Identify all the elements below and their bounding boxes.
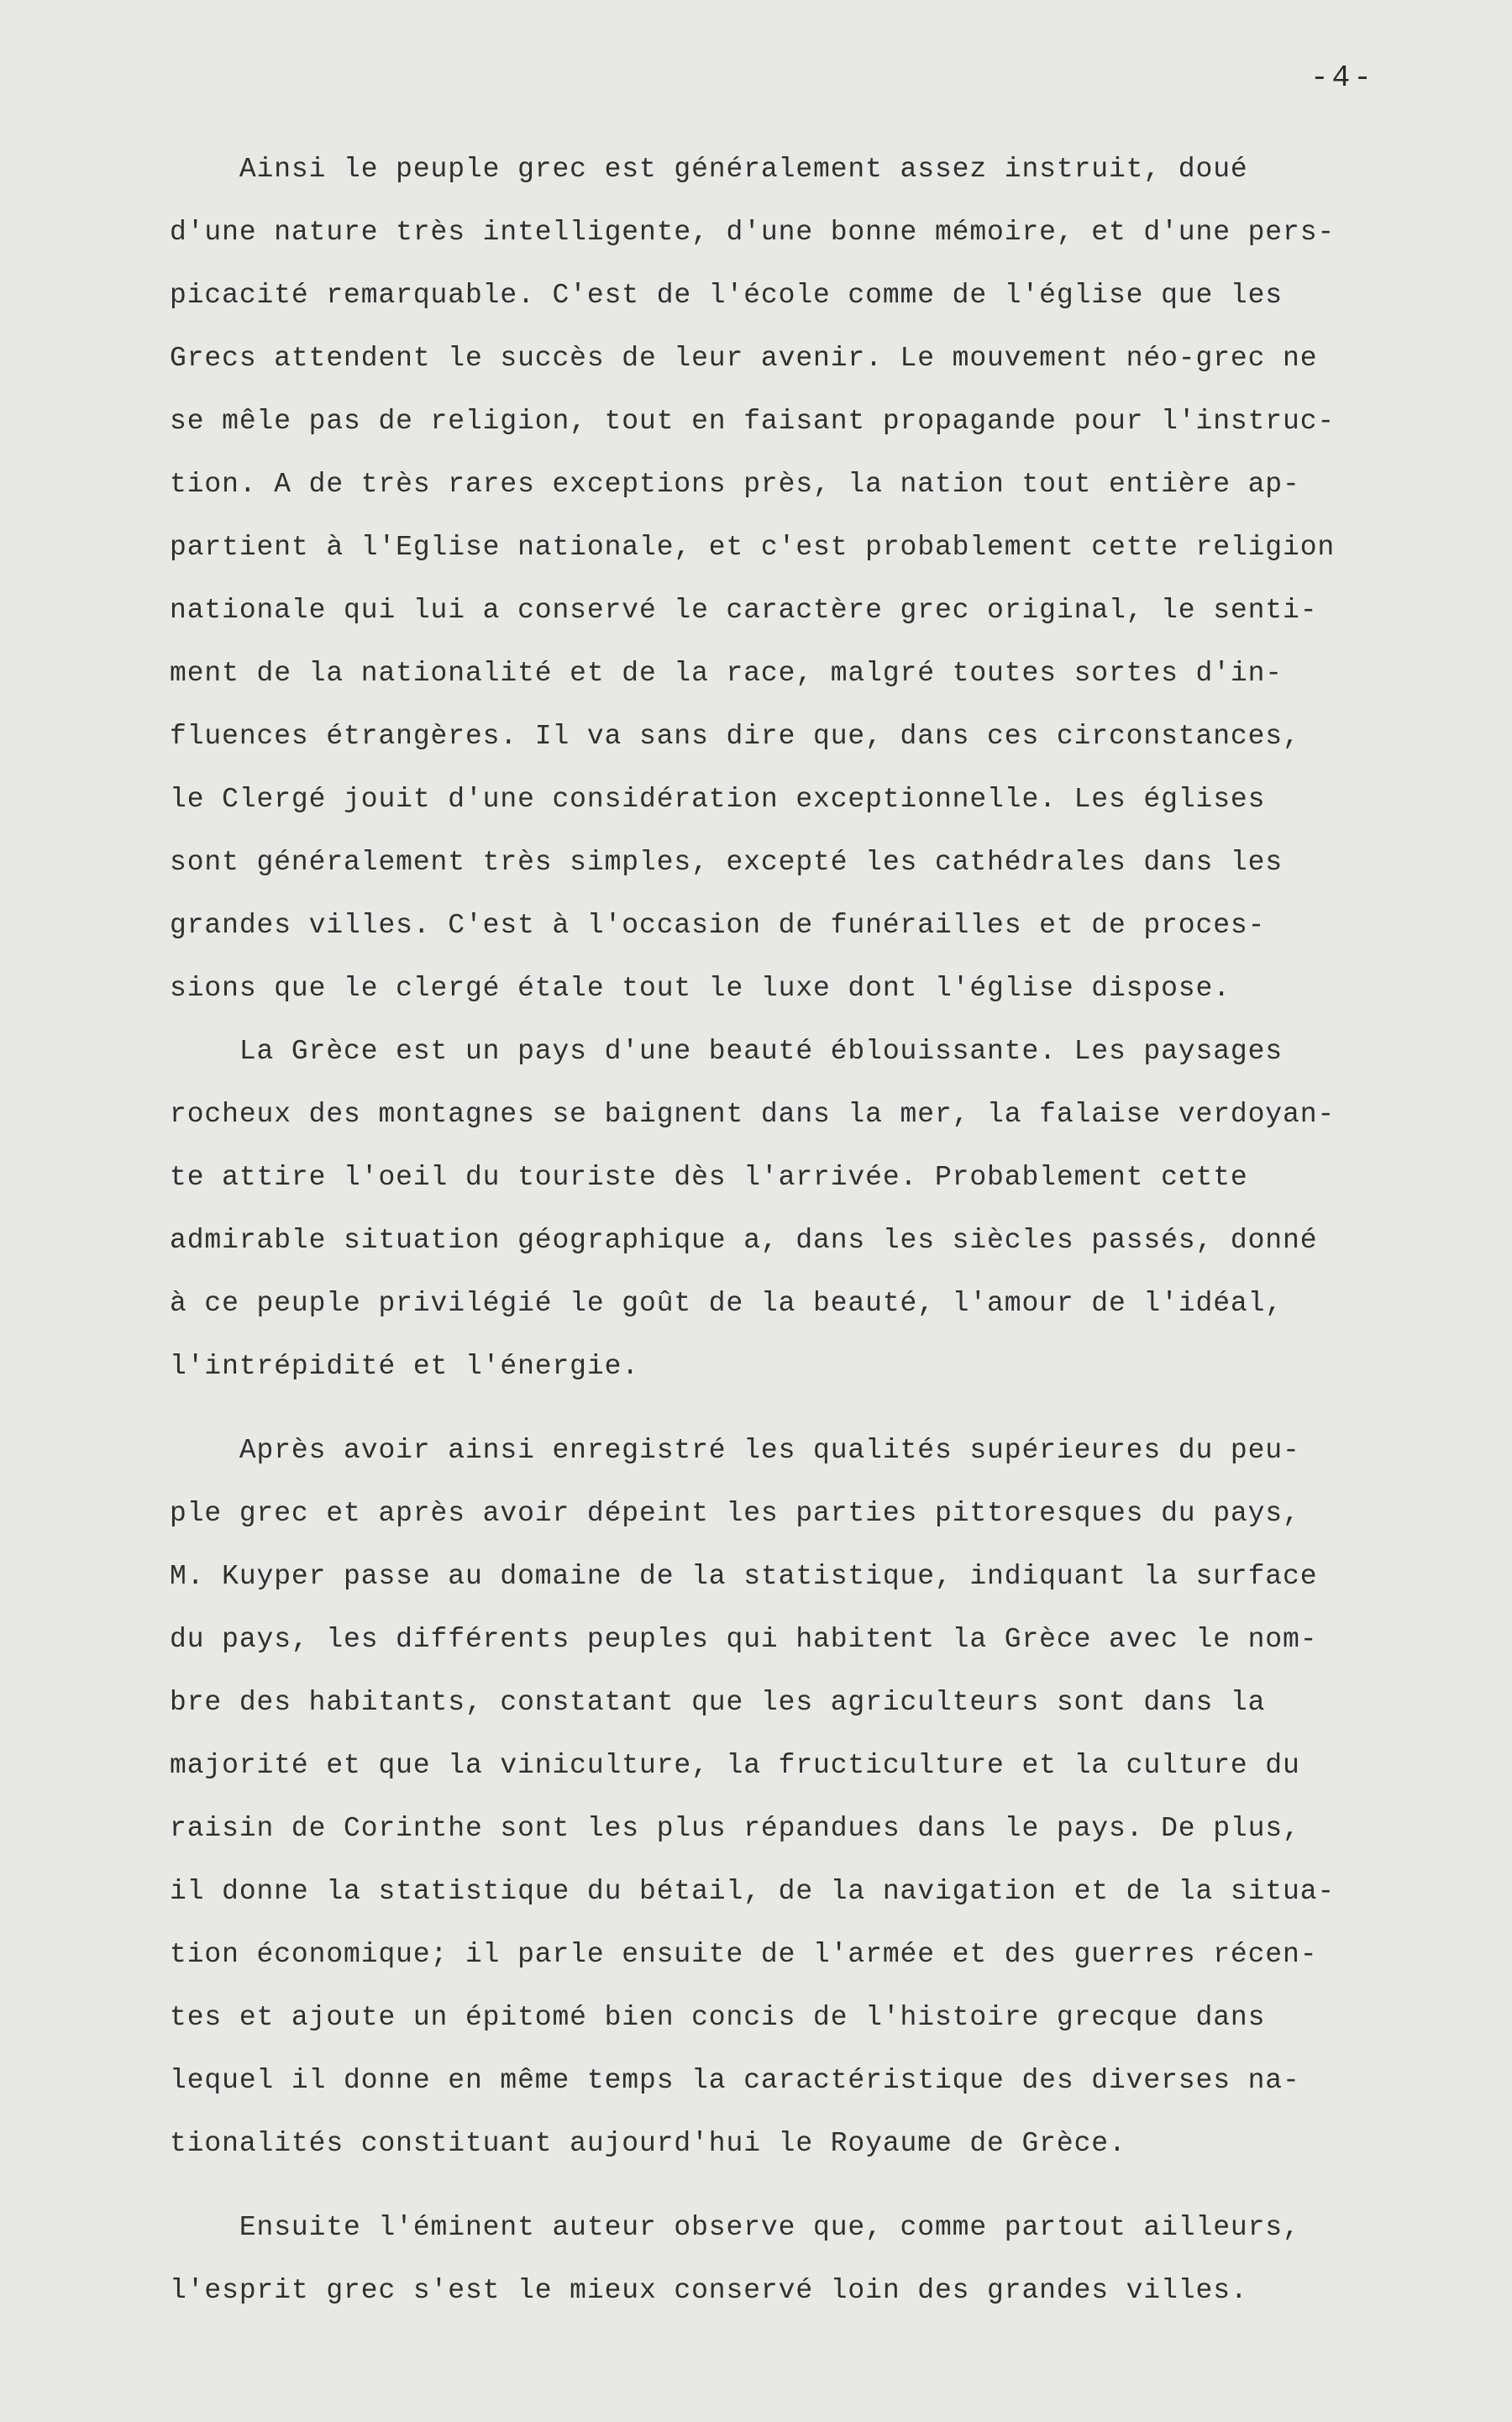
text-line: l'esprit grec s'est le mieux conservé loin des grandes villes. <box>170 2275 1248 2306</box>
text-line: le Clergé jouit d'une considération exceptionnelle. Les églises <box>170 784 1266 815</box>
text-line: te attire l'oeil du touriste dès l'arrivée. Probablement cette <box>170 1162 1248 1193</box>
text-line: tionalités constituant aujourd'hui le Royaume de Grèce. <box>170 2128 1126 2159</box>
text-line: La Grèce est un pays d'une beauté éblouissante. Les paysages <box>170 1036 1284 1067</box>
text-line: Grecs attendent le succès de leur avenir. Le mouvement néo-grec ne <box>170 343 1318 374</box>
text-line: sont généralement très simples, excepté les cathédrales dans les <box>170 847 1284 878</box>
text-line: Ainsi le peuple grec est généralement assez instruit, doué <box>170 154 1248 185</box>
text-line: Après avoir ainsi enregistré les qualités supérieures du peu- <box>170 1435 1300 1466</box>
text-line: sions que le clergé étale tout le luxe dont l'église dispose. <box>170 973 1231 1004</box>
text-line: tes et ajoute un épitomé bien concis de l'histoire grecque dans <box>170 2002 1266 2033</box>
text-line: à ce peuple privilégié le goût de la beauté, l'amour de l'idéal, <box>170 1288 1284 1319</box>
text-line: raisin de Corinthe sont les plus répandues dans le pays. De plus, <box>170 1813 1300 1844</box>
text-line: fluences étrangères. Il va sans dire que, dans ces circonstances, <box>170 721 1300 752</box>
text-line: du pays, les différents peuples qui habitent la Grèce avec le nom- <box>170 1624 1318 1655</box>
text-line: rocheux des montagnes se baignent dans la mer, la falaise verdoyan- <box>170 1099 1336 1130</box>
text-line: picacité remarquable. C'est de l'école comme de l'église que les <box>170 280 1284 311</box>
text-line: d'une nature très intelligente, d'une bonne mémoire, et d'une pers- <box>170 217 1336 248</box>
text-line: tion. A de très rares exceptions près, la nation tout entière ap- <box>170 469 1300 500</box>
text-line: Ensuite l'éminent auteur observe que, comme partout ailleurs, <box>170 2212 1300 2243</box>
text-line: se mêle pas de religion, tout en faisant propagande pour l'instruc- <box>170 406 1336 437</box>
text-line: ment de la nationalité et de la race, malgré toutes sortes d'in- <box>170 658 1284 689</box>
text-line: M. Kuyper passe au domaine de la statistique, indiquant la surface <box>170 1561 1318 1592</box>
text-line: bre des habitants, constatant que les agriculteurs sont dans la <box>170 1687 1266 1718</box>
page-number: -4- <box>1310 60 1375 95</box>
text-line: admirable situation géographique a, dans les siècles passés, donné <box>170 1225 1318 1256</box>
text-line: l'intrépidité et l'énergie. <box>170 1351 639 1382</box>
text-line: ple grec et après avoir dépeint les parties pittoresques du pays, <box>170 1498 1300 1529</box>
text-line: il donne la statistique du bétail, de la navigation et de la situa- <box>170 1876 1336 1907</box>
text-line: tion économique; il parle ensuite de l'armée et des guerres récen- <box>170 1939 1318 1970</box>
text-line: partient à l'Eglise nationale, et c'est probablement cette religion <box>170 532 1336 563</box>
text-line: nationale qui lui a conservé le caractère grec original, le senti- <box>170 595 1318 626</box>
text-line: majorité et que la viniculture, la fructiculture et la culture du <box>170 1750 1300 1781</box>
text-line: lequel il donne en même temps la caractéristique des diverses na- <box>170 2065 1300 2096</box>
text-line: grandes villes. C'est à l'occasion de funérailles et de proces- <box>170 910 1266 941</box>
